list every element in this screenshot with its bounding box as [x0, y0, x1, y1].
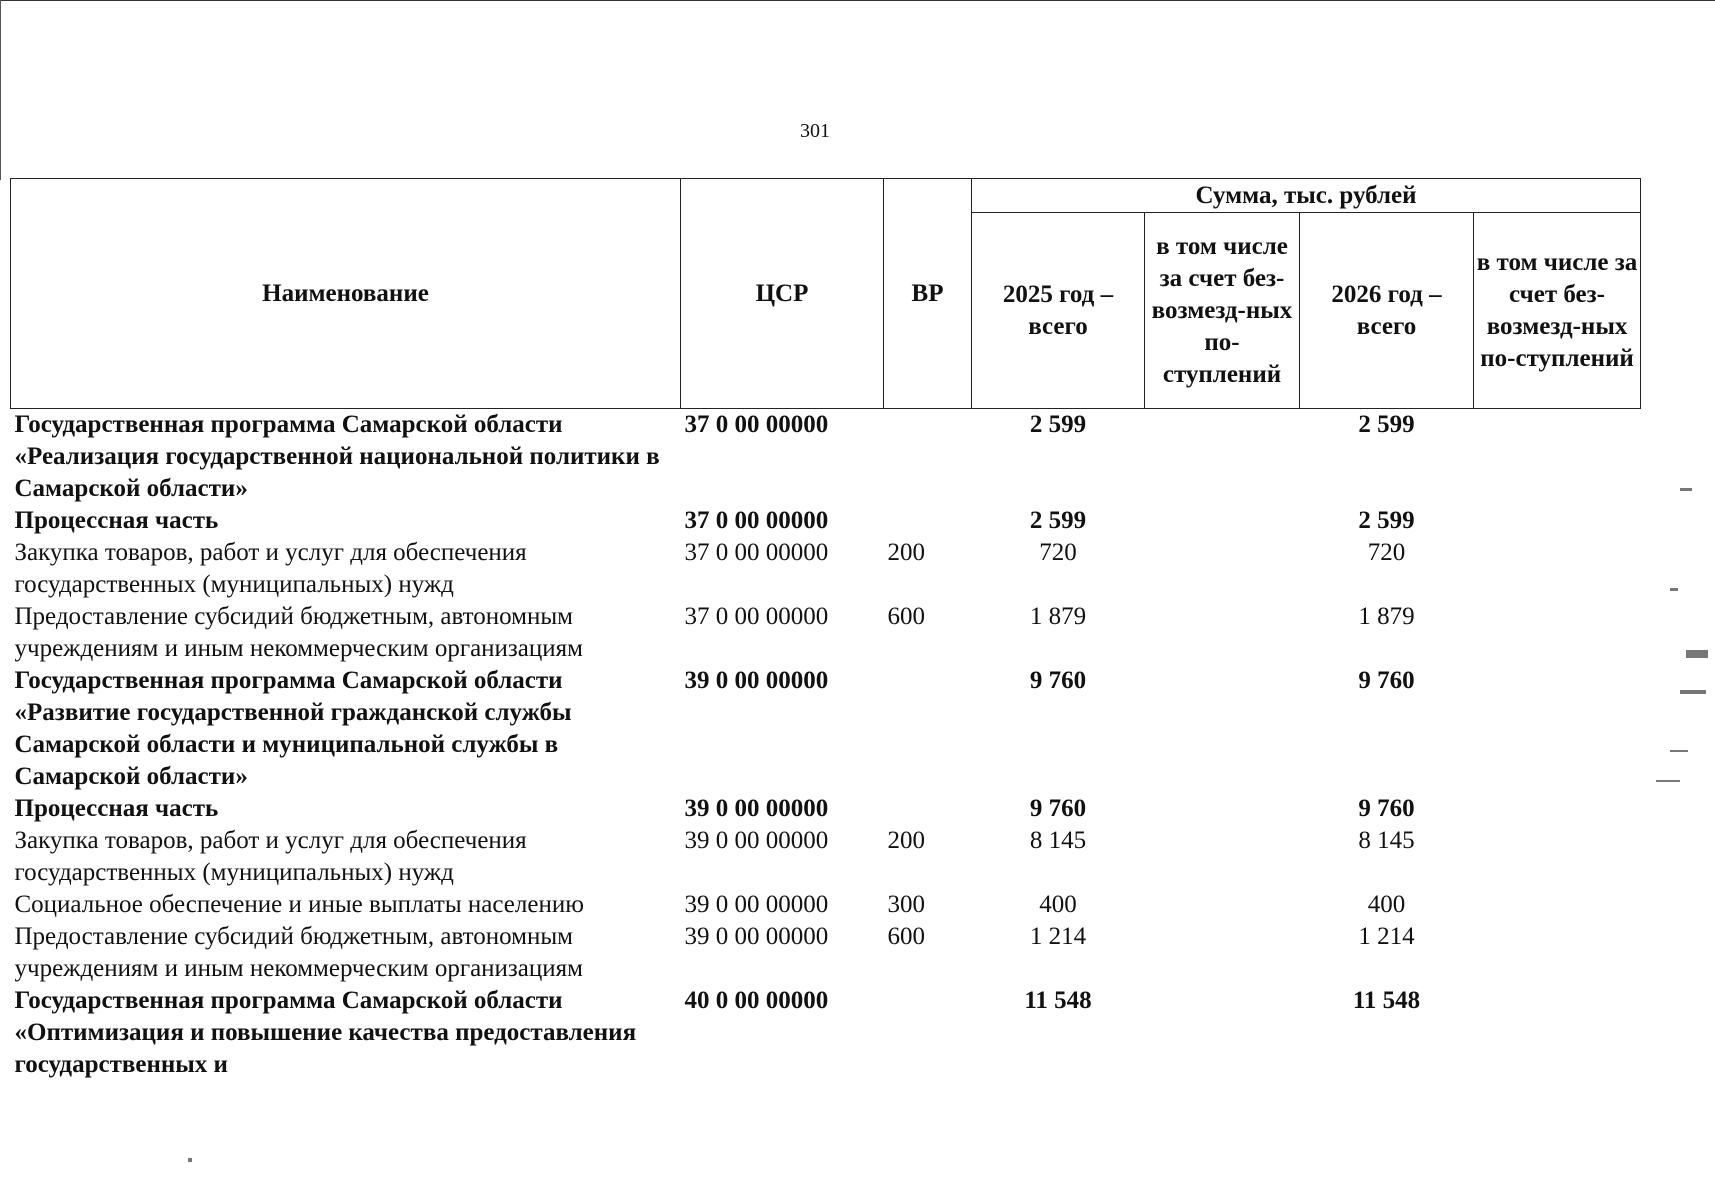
header-2026-free: в том числе за счет без-возмезд-ных по-ступлений	[1474, 213, 1641, 409]
row-vr	[884, 985, 972, 1081]
row-2026-total: 2 599	[1358, 507, 1415, 534]
row-2026-total: 9 760	[1358, 795, 1415, 822]
row-csr: 39 0 00 00000	[684, 891, 829, 918]
row-csr: 39 0 00 00000	[684, 923, 829, 950]
row-vr: 200	[887, 539, 925, 566]
row-vr	[884, 665, 972, 793]
row-2025-free	[1145, 537, 1300, 601]
table-row	[11, 889, 1641, 921]
scan-speck	[1656, 780, 1680, 782]
row-vr	[884, 409, 972, 506]
row-2026-total: 11 548	[1352, 987, 1421, 1014]
scan-speck	[1680, 488, 1692, 491]
row-vr: 600	[887, 603, 925, 630]
row-vr: 200	[887, 827, 925, 854]
scan-left-border	[0, 0, 1, 180]
row-name: Государственная программа Самарской области «Развитие государственной гражданской службы Самарской области и муниципальной службы в Самарской области»	[14, 667, 572, 790]
row-name: Государственная программа Самарской области «Реализация государственной национальной политики в Самарской области»	[14, 411, 660, 502]
row-2025-free	[1145, 409, 1300, 506]
row-2025-free	[1145, 985, 1300, 1081]
row-2026-free	[1474, 921, 1641, 985]
row-2026-total: 1 214	[1358, 923, 1415, 950]
row-name: Процессная часть	[14, 795, 219, 822]
row-2026-free	[1474, 985, 1641, 1081]
budget-table	[10, 178, 1641, 1081]
scan-speck	[1670, 750, 1688, 752]
scan-speck	[188, 1158, 192, 1162]
row-2025-total: 11 548	[1024, 987, 1092, 1014]
row-csr: 40 0 00 00000	[684, 987, 829, 1014]
table-row	[11, 793, 1641, 825]
row-2025-total: 2 599	[1029, 411, 1087, 438]
row-2026-total: 2 599	[1358, 411, 1415, 438]
row-2026-total: 400	[1367, 891, 1406, 918]
row-vr	[884, 793, 972, 825]
header-name: Наименование	[11, 179, 681, 409]
row-2025-free	[1145, 921, 1300, 985]
row-2026-free	[1474, 505, 1641, 537]
row-csr: 37 0 00 00000	[684, 603, 829, 630]
row-2025-free	[1145, 601, 1300, 665]
row-2025-total: 8 145	[1029, 827, 1087, 854]
table-body	[11, 409, 1641, 1082]
page-number: 301	[800, 120, 830, 142]
row-2025-total: 400	[1039, 891, 1077, 918]
row-csr: 37 0 00 00000	[684, 507, 829, 534]
scan-top-border	[0, 0, 1715, 1]
row-2026-total: 720	[1367, 539, 1406, 566]
row-name: Закупка товаров, работ и услуг для обеспечения государственных (муниципальных) нужд	[14, 827, 527, 886]
row-2025-total: 9 760	[1029, 667, 1087, 694]
row-name: Государственная программа Самарской области «Оптимизация и повышение качества предоставления государственных и	[14, 987, 637, 1078]
row-name: Процессная часть	[14, 507, 219, 534]
row-2026-total: 1 879	[1358, 603, 1415, 630]
table-row	[11, 505, 1641, 537]
row-2026-free	[1474, 825, 1641, 889]
table-row	[11, 409, 1641, 506]
scan-speck	[1680, 690, 1706, 694]
row-2025-free	[1145, 889, 1300, 921]
row-vr	[884, 505, 972, 537]
row-2025-total: 1 214	[1029, 923, 1087, 950]
row-csr: 37 0 00 00000	[684, 539, 829, 566]
row-csr: 37 0 00 00000	[684, 411, 829, 438]
table-row	[11, 537, 1641, 601]
row-2025-total: 1 879	[1029, 603, 1087, 630]
row-vr: 600	[887, 923, 925, 950]
header-2026-total: 2026 год – всего	[1300, 213, 1474, 409]
row-2025-free	[1145, 793, 1300, 825]
header-sum-group: Сумма, тыс. рублей	[972, 179, 1641, 213]
row-vr: 300	[887, 891, 925, 918]
row-2026-free	[1474, 537, 1641, 601]
row-2026-total: 9 760	[1358, 667, 1415, 694]
table-row	[11, 825, 1641, 889]
table-header	[11, 179, 1641, 409]
table-row	[11, 601, 1641, 665]
table-row	[11, 985, 1641, 1081]
row-name: Предоставление субсидий бюджетным, автономным учреждениям и иным некоммерческим организациям	[14, 923, 583, 982]
header-2025-free: в том числе за счет без-возмезд-ных по-ступлений	[1145, 213, 1300, 409]
row-name: Социальное обеспечение и иные выплаты населению	[14, 891, 584, 918]
scan-speck	[1670, 588, 1678, 591]
row-2025-total: 9 760	[1029, 795, 1087, 822]
row-2025-total: 2 599	[1029, 507, 1087, 534]
table-row	[11, 921, 1641, 985]
row-2025-total: 720	[1039, 539, 1077, 566]
row-2026-free	[1474, 409, 1641, 506]
row-csr: 39 0 00 00000	[684, 795, 829, 822]
row-2026-total: 8 145	[1358, 827, 1415, 854]
header-2025-total: 2025 год – всего	[972, 213, 1145, 409]
scan-speck	[1686, 650, 1708, 658]
header-csr: ЦСР	[681, 179, 884, 409]
row-2026-free	[1474, 601, 1641, 665]
row-2025-free	[1145, 825, 1300, 889]
row-csr: 39 0 00 00000	[684, 827, 829, 854]
row-2026-free	[1474, 665, 1641, 793]
row-2025-free	[1145, 665, 1300, 793]
row-name: Предоставление субсидий бюджетным, автономным учреждениям и иным некоммерческим организациям	[14, 603, 583, 662]
row-2026-free	[1474, 793, 1641, 825]
row-csr: 39 0 00 00000	[684, 667, 829, 694]
table-row	[11, 665, 1641, 793]
row-name: Закупка товаров, работ и услуг для обеспечения государственных (муниципальных) нужд	[14, 539, 527, 598]
row-2026-free	[1474, 889, 1641, 921]
row-2025-free	[1145, 505, 1300, 537]
header-vr: ВР	[884, 179, 972, 409]
